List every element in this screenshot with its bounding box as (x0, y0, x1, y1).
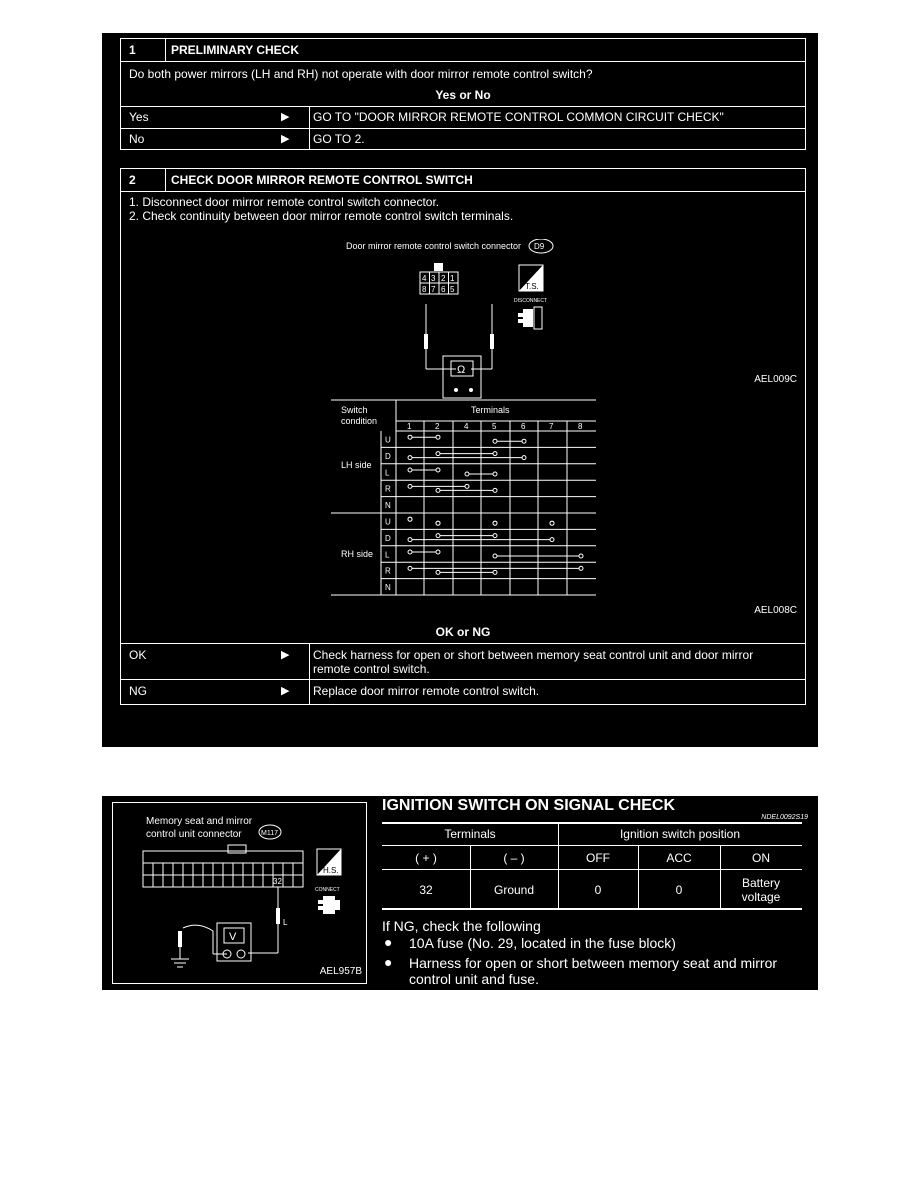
terminal-label: 4 (464, 422, 469, 431)
ign-h-on: ON (752, 851, 770, 865)
ign-on-1: Battery (741, 876, 780, 890)
arrow-icon: ▶ (281, 649, 290, 661)
ts-label: T.S. (525, 282, 539, 291)
volt-symbol: V (229, 931, 237, 943)
ign-table (382, 822, 802, 910)
position-label: R (385, 484, 391, 494)
position-label: R (385, 566, 391, 576)
col-terminals: Terminals (471, 405, 510, 415)
ng-item-3: control unit and fuse. (409, 971, 539, 987)
step2-number: 2 (129, 173, 136, 187)
step1-question: Do both power mirrors (LH and RH) not operate with door mirror remote control switch? (129, 67, 593, 81)
ign-title: IGNITION SWITCH ON SIGNAL CHECK (382, 797, 676, 814)
step1-yes-label: Yes (129, 110, 149, 124)
step2-ok-action-2: remote control switch. (313, 662, 430, 676)
ign-h-off: OFF (586, 851, 610, 865)
ohm-symbol: Ω (457, 364, 466, 376)
position-label: U (385, 435, 391, 445)
step2-ok-action-1: Check harness for open or short between memory seat control unit and door mirror (313, 648, 754, 662)
figure1-code: AEL009C (754, 374, 797, 385)
connector-label: Door mirror remote control switch connector (346, 241, 522, 251)
lh-side-label: LH side (341, 460, 372, 470)
rh-side-label: RH side (341, 549, 374, 559)
pin-label: 8 (422, 285, 427, 294)
ign-connector-id: M117 (261, 830, 278, 837)
connector-id: D9 (534, 242, 545, 251)
position-label: N (385, 501, 391, 511)
step2-box (120, 168, 806, 705)
step2-ng-action: Replace door mirror remote control switch. (313, 684, 540, 698)
hs-label: H.S. (323, 866, 339, 875)
arrow-icon: ▶ (281, 111, 290, 123)
ign-ref: NDEL0092S19 (761, 814, 808, 821)
arrow-icon: ▶ (281, 685, 290, 697)
ign-off: 0 (594, 883, 602, 897)
position-label: U (385, 517, 391, 527)
step1-box (120, 38, 806, 150)
position-label: N (385, 583, 391, 593)
ignition-figure (112, 802, 367, 984)
position-label: L (385, 550, 390, 560)
ign-connector-label-1: Memory seat and mirror (146, 816, 253, 827)
ign-connector-diagram (113, 803, 368, 985)
disconnect-icon (518, 307, 542, 329)
step2-instruction-1: 1. Disconnect door mirror remote control switch connector. (129, 195, 440, 209)
terminal-label: 7 (549, 422, 554, 431)
position-label: D (385, 533, 391, 543)
ign-connector-label-2: control unit connector (146, 829, 242, 840)
pin-label: 4 (422, 274, 427, 283)
ign-h-position: Ignition switch position (619, 827, 741, 841)
figure2-code: AEL008C (754, 605, 797, 616)
ign-h-minus: ( – ) (503, 851, 525, 865)
pin-label: 6 (441, 285, 446, 294)
step1-answer-header: Yes or No (435, 88, 491, 102)
ign-pin-label: 32 (273, 877, 282, 886)
terminal-label: 2 (435, 422, 440, 431)
pin-label: 1 (450, 274, 455, 283)
ign-figure-code: AEL957B (319, 966, 362, 977)
ign-on-2: voltage (741, 890, 781, 904)
step2-title: CHECK DOOR MIRROR REMOTE CONTROL SWITCH (171, 173, 473, 187)
step1-no-label: No (129, 132, 145, 146)
step2-answer-header: OK or NG (435, 625, 491, 639)
ignition-check-panel (102, 796, 818, 990)
step2-ng-label: NG (129, 684, 147, 698)
bullet-icon: ● (384, 954, 393, 970)
pin-label: 2 (441, 274, 446, 283)
arrow-icon: ▶ (281, 133, 290, 145)
disconnect-label: DISCONNECT (514, 298, 548, 304)
ng-title: If NG, check the following (382, 918, 541, 934)
ign-wire-label: L (283, 918, 288, 927)
diagnosis-panel (102, 33, 818, 747)
ng-item-2: Harness for open or short between memory seat and mirror (409, 955, 778, 971)
connect-icon (318, 896, 340, 914)
step1-no-action: GO TO 2. (313, 132, 365, 146)
step2-instruction-2: 2. Check continuity between door mirror remote control switch terminals. (129, 209, 514, 223)
pin-label: 7 (431, 285, 436, 294)
connect-label: CONNECT (315, 887, 340, 893)
step1-number: 1 (129, 43, 136, 57)
continuity-table (331, 394, 596, 604)
step2-ok-label: OK (129, 648, 147, 662)
ign-acc: 0 (675, 883, 683, 897)
terminal-label: 1 (407, 422, 412, 431)
ign-h-terminals: Terminals (444, 827, 496, 841)
ign-plus: 32 (419, 883, 433, 897)
ng-item-1: 10A fuse (No. 29, located in the fuse block) (409, 935, 676, 951)
position-label: L (385, 468, 390, 478)
terminal-label: 5 (492, 422, 497, 431)
terminal-label: 8 (578, 422, 583, 431)
bullet-icon: ● (384, 934, 393, 950)
connector-diagram (311, 239, 611, 404)
terminal-label: 6 (521, 422, 526, 431)
col-condition: condition (341, 416, 378, 426)
step1-yes-action: GO TO "DOOR MIRROR REMOTE CONTROL COMMON CIRCUIT CHECK" (313, 110, 724, 124)
step1-title: PRELIMINARY CHECK (171, 43, 300, 57)
pin-label: 3 (431, 274, 436, 283)
ign-h-acc: ACC (666, 851, 692, 865)
ign-minus: Ground (493, 883, 535, 897)
pin-label: 5 (450, 285, 455, 294)
position-label: D (385, 451, 391, 461)
col-switch: Switch (341, 405, 368, 415)
ign-h-plus: ( + ) (415, 851, 437, 865)
